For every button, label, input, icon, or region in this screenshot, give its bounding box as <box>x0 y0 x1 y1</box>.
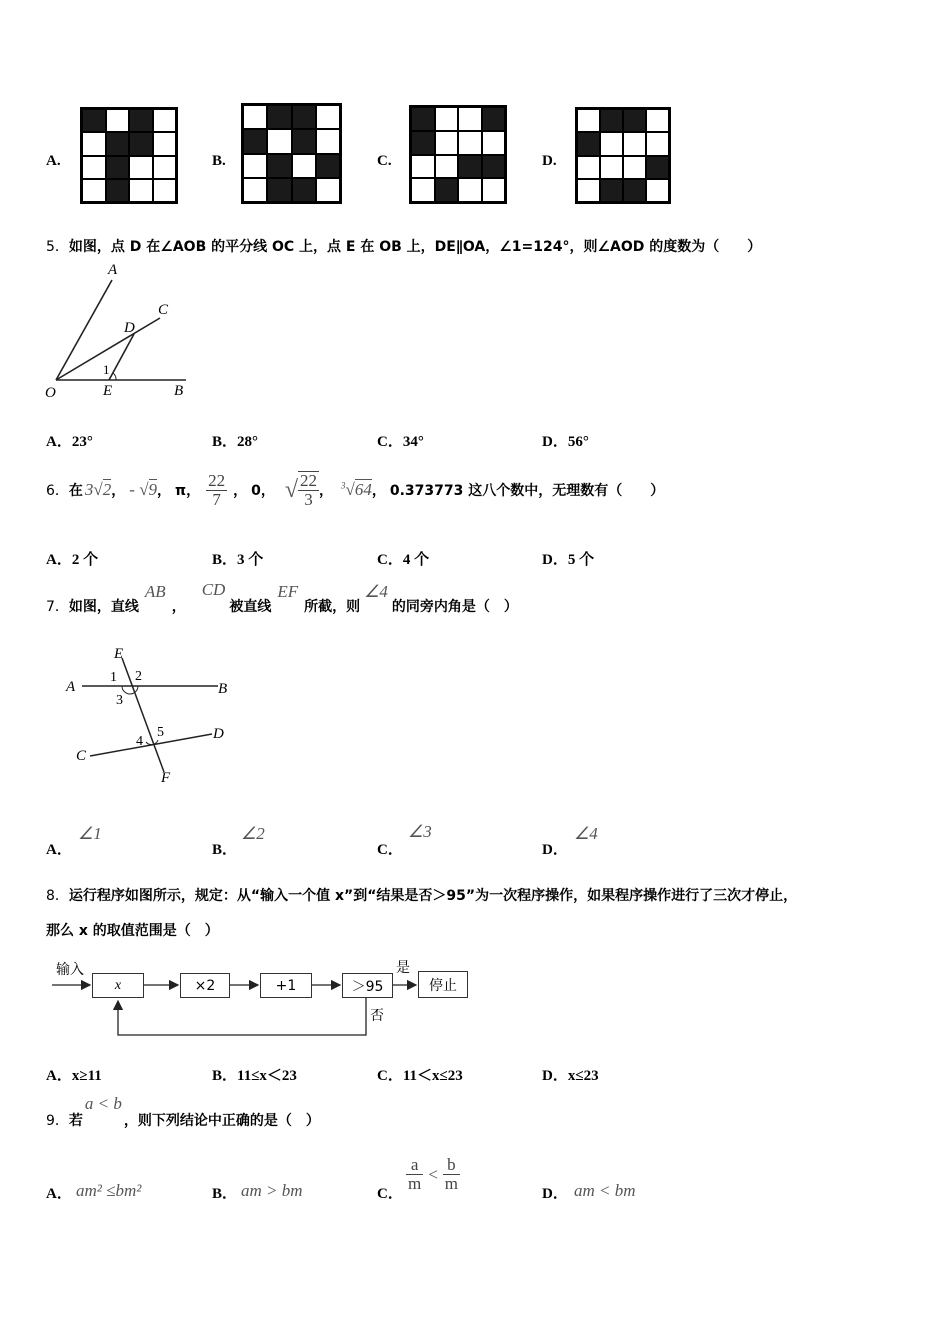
q7-label-d: D <box>213 726 224 742</box>
q7-option-c[interactable]: ∠3 <box>408 822 432 841</box>
q8-flow-input-label: 输入 <box>56 962 84 978</box>
q8-option-c[interactable]: C．11＜x≤23 <box>377 1068 463 1084</box>
q5-option-c[interactable]: C．34° <box>377 434 424 450</box>
grid-cell-r0-c0 <box>577 109 600 132</box>
grid-cell-r2-c0 <box>243 154 267 178</box>
q7-line-ef: EF <box>277 582 299 601</box>
q8-text-line1: 运行程序如图所示，规定：从“输入一个值 x”到“结果是否＞95”为一次程序操作，如果程序操作进行了三次才停止， <box>68 888 798 904</box>
q7-option-b-letter[interactable]: B． <box>212 842 238 858</box>
q7-figure <box>60 640 240 790</box>
q7-label-b: B <box>218 681 228 697</box>
q8-option-d[interactable]: D．x≤23 <box>542 1068 599 1084</box>
q8-stem-line1 <box>46 885 797 905</box>
grid-cell-r2-c0 <box>577 156 600 179</box>
q7-label-a: A <box>66 679 76 695</box>
grid-cell-r0-c0 <box>243 105 267 129</box>
q5-figure <box>40 262 200 404</box>
q8-flow-no-label: 否 <box>370 1008 384 1024</box>
q7-label-2: 2 <box>135 669 142 684</box>
grid-cell-r0-c3 <box>646 109 669 132</box>
grid-cell-r2-c2 <box>129 156 153 179</box>
q6-zero: 0， <box>251 483 275 499</box>
grid-cell-r1-c3 <box>316 129 340 153</box>
q5-option-a[interactable]: A．23° <box>46 434 93 450</box>
q6-num4: $\frac{22}{3}$ <box>300 471 318 509</box>
q5-text: 如图，点 D 在∠AOB 的平分线 OC 上，点 E 在 OB 上，DE∥OA，∠1=124°，则∠AOD 的度数为（ ） <box>68 239 762 255</box>
grid-cell-r1-c3 <box>153 132 177 155</box>
q7-option-c-letter[interactable]: C． <box>377 842 403 858</box>
q6-sep5: ， <box>371 483 386 499</box>
q9-stem <box>46 1094 320 1130</box>
q8-flow-times2-box: ×2 <box>180 973 230 998</box>
q9-option-c-letter[interactable]: C． <box>377 1186 403 1202</box>
q9-option-b[interactable]: am > bm <box>241 1181 303 1200</box>
q6-sep1: ， <box>111 483 126 499</box>
q6-num2: - √9 <box>129 480 158 499</box>
q7-label-f: F <box>161 770 171 786</box>
grid-cell-r0-c1 <box>435 107 459 131</box>
q7-label-4: 4 <box>136 734 143 749</box>
grid-cell-r0-c0 <box>82 109 106 132</box>
q6-option-a[interactable]: A．2 个 <box>46 552 99 568</box>
grid-cell-r3-c1 <box>267 178 291 202</box>
q9-number: 9． <box>46 1113 69 1129</box>
q5-label-c: C <box>158 302 169 318</box>
q5-angle-1-arc <box>113 373 116 380</box>
q6-num1: 3√2 <box>84 480 112 499</box>
q4-option-b-grid[interactable] <box>241 103 342 204</box>
q5-stem <box>46 236 761 256</box>
grid-cell-r1-c1 <box>435 131 459 155</box>
grid-cell-r0-c2 <box>458 107 482 131</box>
q9-prefix: 若 <box>68 1113 83 1129</box>
grid-cell-r2-c3 <box>482 155 506 179</box>
q7-angle-4: ∠4 <box>364 582 388 601</box>
grid-cell-r3-c0 <box>243 178 267 202</box>
q5-label-a: A <box>108 262 118 278</box>
q6-stem <box>46 462 664 518</box>
q5-number: 5． <box>46 239 69 255</box>
q6-option-c[interactable]: C．4 个 <box>377 552 430 568</box>
grid-cell-r2-c2 <box>292 154 316 178</box>
q5-option-b[interactable]: B．28° <box>212 434 259 450</box>
q7-option-d-letter[interactable]: D． <box>542 842 568 858</box>
grid-cell-r0-c1 <box>267 105 291 129</box>
grid-cell-r1-c3 <box>646 132 669 155</box>
grid-cell-r1-c3 <box>482 131 506 155</box>
q5-label-o: O <box>45 385 56 401</box>
q7-label-e: E <box>114 646 124 662</box>
q7-option-d[interactable]: ∠4 <box>574 824 598 843</box>
q6-num3: $\frac{22}{7}$ <box>208 470 226 509</box>
q4-option-d-letter: D. <box>542 153 557 169</box>
grid-cell-r0-c2 <box>129 109 153 132</box>
q5-option-d[interactable]: D．56° <box>542 434 589 450</box>
q5-label-e: E <box>103 383 113 399</box>
q4-option-a-grid[interactable] <box>80 107 178 204</box>
q8-flow-gt95-box: ＞95 <box>342 973 393 998</box>
grid-cell-r1-c2 <box>458 131 482 155</box>
q9-option-a-letter[interactable]: A． <box>46 1186 72 1202</box>
q7-line-ef-drawn <box>122 658 164 772</box>
q8-flow-x-box: x <box>92 973 144 998</box>
grid-cell-r3-c2 <box>623 179 646 202</box>
q8-stem-line2: 那么 x 的取值范围是（ ） <box>46 923 219 939</box>
q6-sep4: ， <box>319 483 334 499</box>
grid-cell-r1-c0 <box>243 129 267 153</box>
grid-cell-r3-c0 <box>577 179 600 202</box>
q7-option-a-letter[interactable]: A． <box>46 842 72 858</box>
grid-cell-r1-c0 <box>82 132 106 155</box>
grid-cell-r2-c0 <box>82 156 106 179</box>
grid-cell-r2-c0 <box>411 155 435 179</box>
grid-cell-r2-c3 <box>316 154 340 178</box>
q7-line-cd: CD <box>201 580 226 599</box>
q6-pi: π， <box>175 483 201 499</box>
grid-cell-r3-c2 <box>129 179 153 202</box>
grid-cell-r3-c3 <box>482 178 506 202</box>
q7-label-3: 3 <box>116 693 123 708</box>
q6-sep2: ， <box>157 483 172 499</box>
q6-sep3: ， <box>233 483 248 499</box>
grid-cell-r3-c3 <box>316 178 340 202</box>
q9-option-a[interactable]: am² ≤bm² <box>76 1181 142 1200</box>
grid-cell-r0-c3 <box>316 105 340 129</box>
q5-label-1: 1 <box>103 362 110 377</box>
grid-cell-r3-c1 <box>106 179 130 202</box>
q4-option-d-grid[interactable] <box>575 107 671 204</box>
q7-label-1: 1 <box>110 670 117 685</box>
q7-stem <box>46 580 518 616</box>
grid-cell-r0-c0 <box>411 107 435 131</box>
grid-cell-r3-c3 <box>646 179 669 202</box>
grid-cell-r2-c1 <box>267 154 291 178</box>
q7-text-5: 的同旁内角是（ ） <box>391 599 518 615</box>
q9-option-b-letter[interactable]: B． <box>212 1186 238 1202</box>
grid-cell-r2-c2 <box>623 156 646 179</box>
grid-cell-r1-c2 <box>129 132 153 155</box>
grid-cell-r1-c1 <box>267 129 291 153</box>
q9-condition: a < b <box>84 1094 122 1113</box>
q8-flowchart <box>50 955 480 1040</box>
grid-cell-r3-c2 <box>292 178 316 202</box>
grid-cell-r2-c1 <box>106 156 130 179</box>
q5-label-d: D <box>124 320 135 336</box>
q4-option-c-letter: C. <box>377 153 392 169</box>
q4-option-c-grid[interactable] <box>409 105 507 204</box>
q6-option-b[interactable]: B．3 个 <box>212 552 264 568</box>
q7-text-3: 被直线 <box>229 599 272 615</box>
grid-cell-r1-c1 <box>600 132 623 155</box>
q8-flow-yes-label: 是 <box>396 960 410 976</box>
q9-option-d-letter[interactable]: D． <box>542 1186 568 1202</box>
q7-option-a[interactable]: ∠1 <box>78 824 102 843</box>
grid-cell-r3-c1 <box>600 179 623 202</box>
q7-text-4: 所截，则 <box>304 599 361 615</box>
grid-cell-r0-c1 <box>600 109 623 132</box>
grid-cell-r3-c2 <box>458 178 482 202</box>
grid-cell-r3-c3 <box>153 179 177 202</box>
q6-prefix: 在 <box>68 483 83 499</box>
grid-cell-r2-c3 <box>153 156 177 179</box>
grid-cell-r1-c2 <box>292 129 316 153</box>
grid-cell-r1-c0 <box>411 131 435 155</box>
q8-option-b[interactable]: B．11≤x＜23 <box>212 1068 297 1084</box>
q5-label-b: B <box>174 383 184 399</box>
q6-number: 6． <box>46 483 69 499</box>
grid-cell-r3-c1 <box>435 178 459 202</box>
grid-cell-r0-c3 <box>153 109 177 132</box>
q9-suffix: ，则下列结论中正确的是（ ） <box>123 1113 320 1129</box>
grid-cell-r2-c2 <box>458 155 482 179</box>
q6-option-d[interactable]: D．5 个 <box>542 552 595 568</box>
grid-cell-r1-c0 <box>577 132 600 155</box>
q4-option-b-letter: B. <box>212 153 226 169</box>
grid-cell-r0-c3 <box>482 107 506 131</box>
q6-radical-sign: √ <box>284 476 299 503</box>
q8-flow-plus1-box: +1 <box>260 973 312 998</box>
q8-number: 8． <box>46 888 69 904</box>
q9-option-d[interactable]: am < bm <box>574 1181 636 1200</box>
grid-cell-r1-c1 <box>106 132 130 155</box>
grid-cell-r3-c0 <box>411 178 435 202</box>
q7-option-b[interactable]: ∠2 <box>241 824 265 843</box>
grid-cell-r3-c0 <box>82 179 106 202</box>
q9-option-c[interactable]: $\frac{a}{m}$ < $\frac{b}{m}$ <box>408 1155 458 1193</box>
q7-line-ab: AB <box>144 582 166 601</box>
q4-option-a-letter: A. <box>46 153 61 169</box>
q7-number: 7． <box>46 599 69 615</box>
grid-cell-r1-c2 <box>623 132 646 155</box>
q8-flow-stop-box: 停止 <box>418 971 468 998</box>
q7-text-2: ， <box>171 599 186 615</box>
q8-option-a[interactable]: A．x≥11 <box>46 1068 102 1084</box>
grid-cell-r2-c1 <box>600 156 623 179</box>
grid-cell-r2-c1 <box>435 155 459 179</box>
grid-cell-r2-c3 <box>646 156 669 179</box>
q7-text-1: 如图，直线 <box>68 599 139 615</box>
q7-label-c: C <box>76 748 87 764</box>
grid-cell-r0-c1 <box>106 109 130 132</box>
grid-cell-r0-c2 <box>292 105 316 129</box>
grid-cell-r0-c2 <box>623 109 646 132</box>
q6-num5: $^3$√64 <box>341 480 372 499</box>
q7-label-5: 5 <box>157 725 164 740</box>
q6-suffix: 0.373773 这八个数中，无理数有（ ） <box>389 483 665 499</box>
